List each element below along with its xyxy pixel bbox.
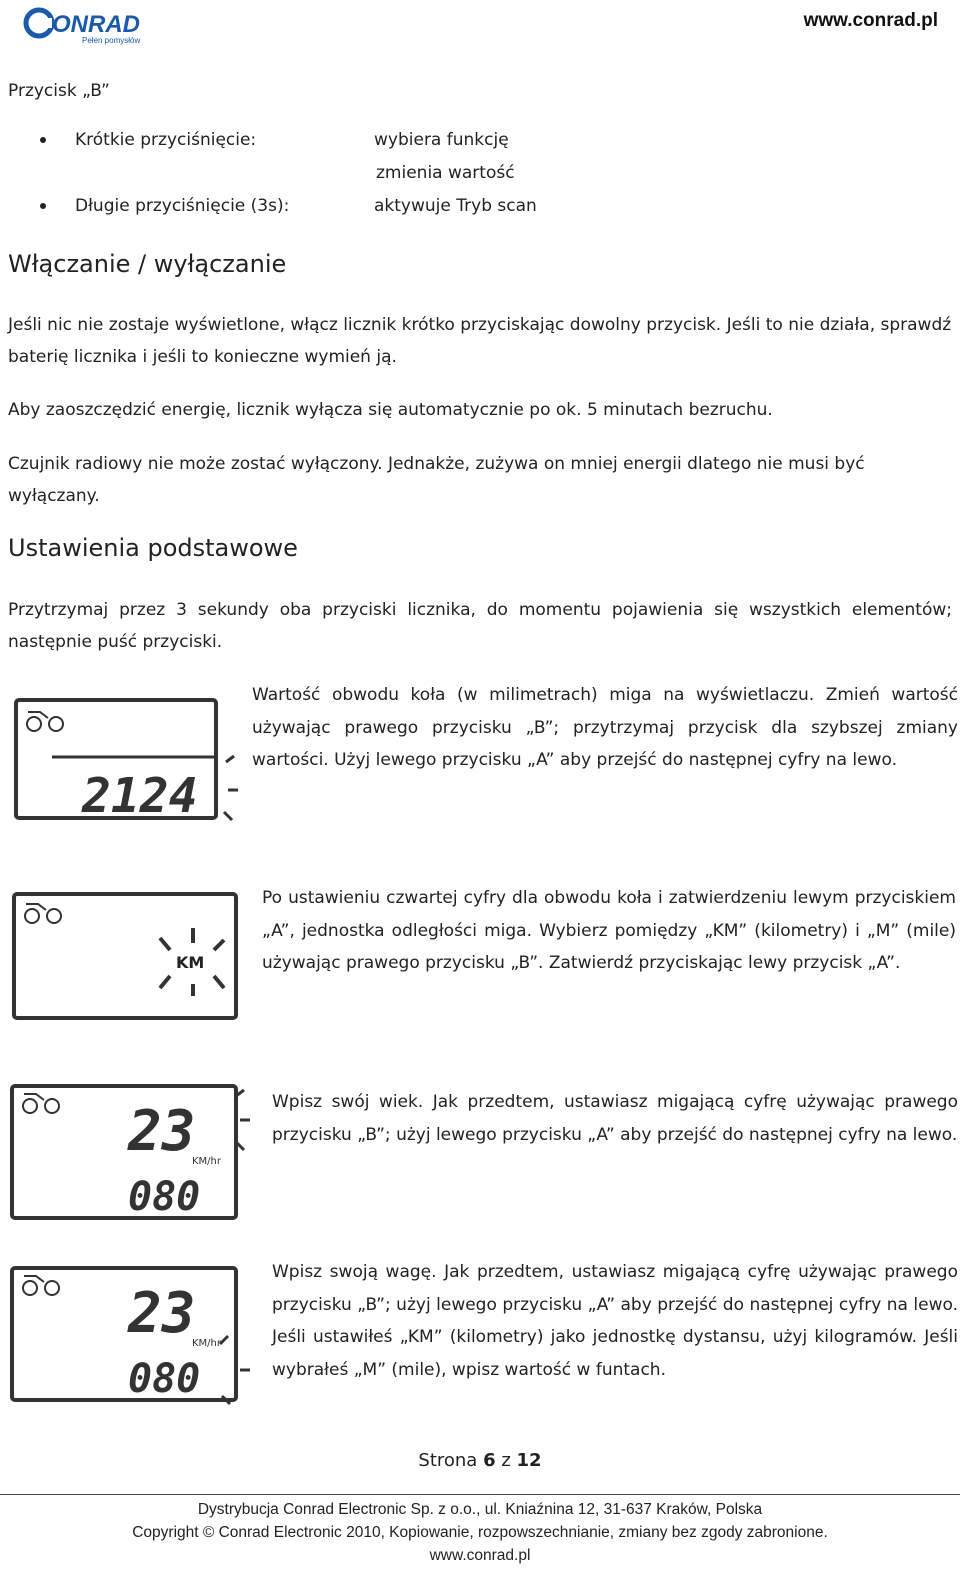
bullet-long	[40, 196, 289, 216]
svg-text:ONRAD: ONRAD	[52, 11, 140, 38]
page-current: 6	[483, 1450, 496, 1471]
bullet-dot	[40, 203, 46, 209]
lcd1-digits: 2124	[82, 768, 198, 824]
power-para-2: Aby zaoszczędzić energię, licznik wyłącza się automatycznie po ok. 5 minutach bezruchu.	[8, 400, 773, 420]
page-total: 12	[516, 1450, 542, 1471]
short-label: Krótkie przyciśnięcie:	[75, 130, 257, 150]
page-of: z	[501, 1450, 511, 1471]
step-4-text: Wpisz swoją wagę. Jak przedtem, ustawiasz migającą cyfrę używając prawego przycisku „B”; użyj lewego przycisku „A” aby przejść do następnej cyfry na lewo. Jeśli ustawiłeś „KM” (kilometry) jako jednostkę dystansu, użyj kilogramów. Jeśli wybrałeś „M” (mile), wpisz wartość w funtach.	[272, 1262, 958, 1380]
power-heading: Włączanie / wyłączanie	[8, 250, 287, 278]
short-value-2: zmienia wartość	[376, 163, 515, 183]
lcd4-bottom: 080	[128, 1356, 201, 1402]
step-3-text: Wpisz swój wiek. Jak przedtem, ustawiasz migającą cyfrę używając prawego przycisku „B”; użyj lewego przycisku „A” aby przejść do następnej cyfry na lewo.	[272, 1092, 958, 1145]
lcd-display-unit	[10, 888, 240, 1024]
logo-tagline: Pełen pomysłów	[82, 36, 141, 45]
lcd4-top: 23	[128, 1281, 196, 1346]
page-label: Strona	[418, 1450, 478, 1471]
page-number	[0, 1450, 960, 1471]
bullet-short	[40, 130, 256, 150]
step-1-text: Wartość obwodu koła (w milimetrach) miga na wyświetlaczu. Zmień wartość używając prawego przycisku „B”; przytrzymaj przycisk dla szybszej zmiany wartości. Użyj lewego przycisku „A” aby przejść do następnej cyfry na lewo.	[252, 685, 958, 770]
lcd3-bottom: 080	[128, 1174, 201, 1220]
button-b-title: Przycisk „B”	[8, 81, 110, 101]
lcd4-unit: KM/hr	[192, 1338, 222, 1349]
header-url[interactable]: www.conrad.pl	[803, 10, 938, 31]
long-label: Długie przyciśnięcie (3s):	[75, 196, 290, 216]
power-para-3: Czujnik radiowy nie może zostać wyłączony. Jednakże, zużywa on mniej energii dlatego nie musi być wyłączany.	[8, 454, 865, 506]
lcd3-top: 23	[128, 1099, 196, 1164]
short-value: wybiera funkcję	[374, 130, 509, 150]
settings-intro: Przytrzymaj przez 3 sekundy oba przyciski licznika, do momentu pojawienia się wszystkich elementów; następnie puść przyciski.	[8, 600, 952, 652]
footer-line-1: Dystrybucja Conrad Electronic Sp. z o.o., ul. Kniaźnina 12, 31-637 Kraków, Polska	[197, 1501, 763, 1518]
footer-line-2: Copyright © Conrad Electronic 2010, Kopiowanie, rozpowszechnianie, zmiany bez zgody zabronione.	[132, 1524, 828, 1541]
lcd3-unit: KM/hr	[192, 1156, 222, 1167]
lcd2-unit: KM	[176, 953, 205, 972]
footer-url[interactable]: www.conrad.pl	[429, 1547, 531, 1564]
power-para-1: Jeśli nic nie zostaje wyświetlone, włącz licznik krótko przyciskając dowolny przycisk. Jeśli to nie działa, sprawdź baterię licznika i jeśli to konieczne wymień ją.	[8, 315, 952, 367]
step-2-text: Po ustawieniu czwartej cyfry dla obwodu koła i zatwierdzeniu lewym przyciskiem „A”, jednostka odległości miga. Wybierz pomiędzy „KM” (kilometry) i „M” (mile) używając prawego przycisku „B”. Zatwierdź przyciskając lewy przycisk „A”.	[262, 888, 956, 973]
settings-heading: Ustawienia podstawowe	[8, 534, 298, 562]
conrad-logo	[22, 6, 162, 46]
lcd-display-age	[8, 1082, 252, 1222]
blink-icon	[224, 756, 238, 820]
lcd-display-circumference	[12, 694, 240, 826]
footer-divider	[0, 1494, 960, 1495]
long-value: aktywuje Tryb scan	[374, 196, 537, 216]
bullet-dot	[40, 137, 46, 143]
blink-icon	[236, 1090, 250, 1150]
lcd-display-weight	[8, 1260, 252, 1410]
